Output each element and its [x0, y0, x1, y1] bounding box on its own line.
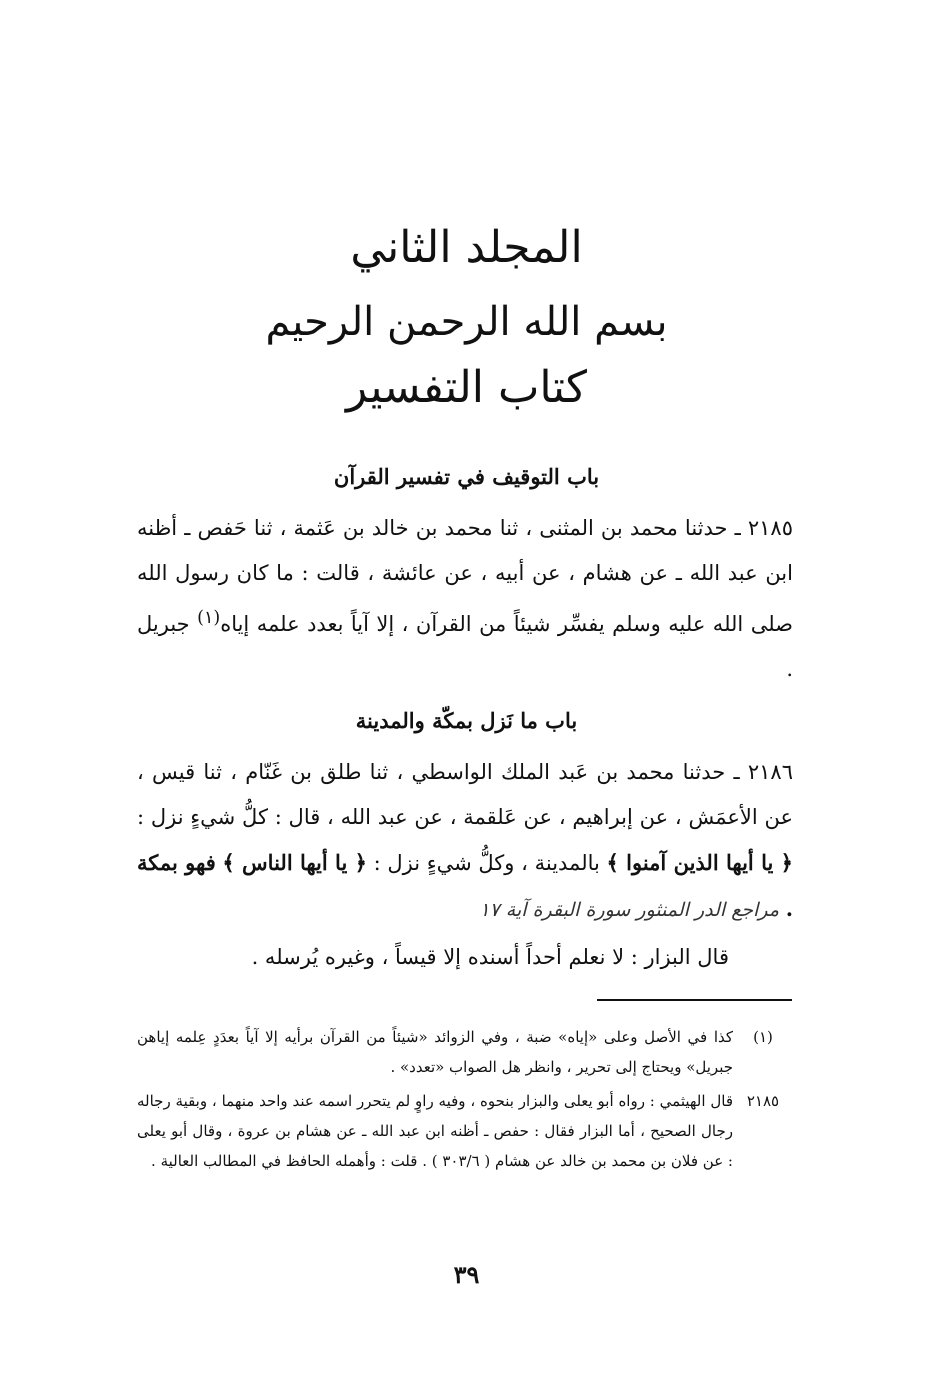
hadith-text-end: جبريل . — [137, 612, 793, 681]
hadith-text-a: ـ حدثنا محمد بن عَبد الملك الواسطي ، ثنا طلق بن غَنّام ، ثنا قيس ، عن الأعمَش ، عن إبراهيم ، عن عَلقمة ، عن عبد الله ، قال : كلُّ شيءٍ نزل : — [137, 760, 793, 829]
footnote-text: قال الهيثمي : رواه أبو يعلى والبزار بنحوه ، وفيه راوٍ لم يتحرر اسمه عند واحد منهما ، وبقية رجاله رجال الصحيح ، أما البزار فقال : حفص ـ أظنه ابن عبد الله ـ عن هشام بن عروة ، وقال أبو يعلى : عن فلان بن محمد بن خالد عن هشام ( ٣٠٣/٦ ) . قلت : وأهمله الحافظ في المطالب العالية . — [137, 1092, 733, 1170]
footnote-ref: (١) — [197, 608, 221, 628]
bazzar-note-text: قال البزار : لا نعلم أحداً أسنده إلا قيساً ، وغيره يُرسله . — [251, 945, 729, 969]
book-title: كتاب التفسير — [345, 362, 587, 413]
hadith-2185 — [137, 506, 793, 692]
page-number: ٣٩ — [453, 1260, 480, 1289]
quran-quote-1: ﴿ يا أيها الذين آمنوا ﴾ — [606, 850, 793, 875]
bazzar-note — [137, 935, 793, 980]
handwritten-note: مراجع الدر المنثور سورة البقرة آية ١٧ — [479, 899, 779, 921]
basmala: بسم الله الرحمن الرحيم — [265, 299, 668, 345]
hadith-number: ٢١٨٥ — [747, 516, 793, 540]
hadith-number: ٢١٨٦ — [747, 760, 793, 784]
footnote-2185 — [137, 1086, 793, 1176]
footnote-divider — [597, 999, 792, 1001]
hadith-text-c: فهو بمكة . — [137, 850, 793, 921]
quran-quote-2: ﴿ يا أيها الناس ﴾ — [222, 850, 367, 875]
hadith-text: ـ حدثنا محمد بن المثنى ، ثنا محمد بن خالد بن عَثمة ، ثنا حَفص ـ أظنه ابن عبد الله ـ عن هشام ، عن أبيه ، عن عائشة ، قالت : ما كان رسول الله صلى الله عليه وسلم يفسِّر شيئاً من القرآن ، إلا آياً بعدد علمه إياه — [137, 516, 793, 636]
volume-title: المجلد الثاني — [350, 222, 583, 273]
footnote-marker: ٢١٨٥ — [746, 1092, 780, 1110]
section-heading-makka-madina: باب ما نَزل بمكّة والمدينة — [355, 708, 578, 733]
hadith-text-b: بالمدينة ، وكلُّ شيءٍ نزل : — [373, 851, 600, 875]
footnote-1 — [137, 1022, 793, 1082]
hadith-2186 — [137, 750, 793, 933]
section-heading-tawqif: باب التوقيف في تفسير القرآن — [333, 464, 600, 489]
footnote-text: كذا في الأصل وعلى «إياه» ضبة ، وفي الزوائد «شيئاً من القرآن برأيه إلا آياً بعدَدٍ عِلمه إياهن جبريل» ويحتاج إلى تحرير ، وانظر هل الصواب «تعدد» . — [137, 1028, 733, 1076]
footnote-marker: (١) — [753, 1028, 773, 1046]
